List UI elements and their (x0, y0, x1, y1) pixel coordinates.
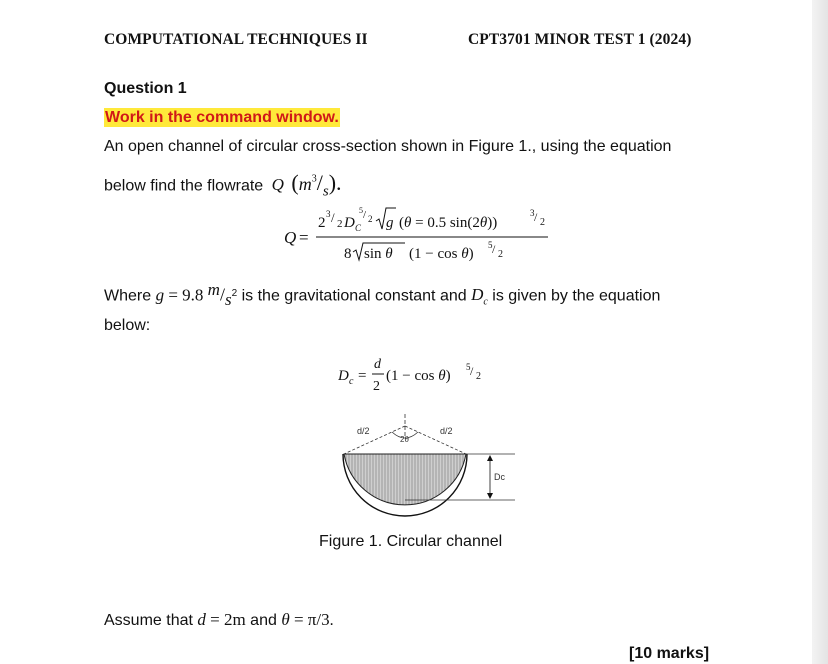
svg-text:2: 2 (337, 218, 343, 230)
svg-text:2: 2 (498, 249, 503, 260)
svg-text:8: 8 (344, 246, 352, 262)
intro-line-2-text: below find the flowrate (104, 177, 264, 195)
svg-text:2: 2 (476, 371, 481, 382)
figure-caption: Figure 1. Circular channel (319, 533, 503, 550)
svg-text:Q: Q (284, 228, 297, 247)
assume-and: and (250, 612, 277, 629)
svg-text:D: D (338, 368, 349, 384)
svg-text:(θ = 0.5 sin(2θ)): (θ = 0.5 sin(2θ)) (399, 215, 498, 231)
svg-text:(1 − cos θ): (1 − cos θ) (409, 246, 474, 262)
svg-text:g: g (386, 215, 394, 231)
label-left: d/2 (357, 426, 370, 436)
svg-text:2: 2 (373, 379, 380, 394)
where-rest: is the gravitational constant and (241, 287, 467, 305)
circular-channel-figure (330, 412, 530, 527)
label-angle: 2θ (400, 435, 409, 444)
theta-value: π/3 (307, 610, 330, 629)
svg-text:=: = (358, 368, 367, 384)
svg-text:sin θ: sin θ (364, 246, 393, 262)
svg-text:/: / (492, 242, 496, 256)
svg-text:D: D (344, 215, 355, 231)
svg-text:/: / (331, 210, 335, 225)
svg-text:5: 5 (466, 362, 471, 372)
flowrate-equation-svg (284, 202, 584, 264)
svg-text:3: 3 (530, 208, 535, 218)
g-value: 9.8 (182, 285, 204, 305)
dc-equation (338, 352, 508, 398)
svg-text:2: 2 (540, 217, 545, 228)
instruction-highlight: Work in the command window. (105, 109, 339, 126)
svg-text:=: = (299, 228, 309, 247)
svg-text:C: C (355, 223, 362, 233)
q-symbol: Q (271, 175, 284, 195)
intro-line-1: An open channel of circular cross-section shown in Figure 1., using the equation (104, 138, 672, 155)
marks-label: [10 marks] (629, 645, 710, 662)
question-title: Question 1 (104, 80, 187, 97)
svg-text:/: / (534, 210, 538, 224)
label-right: d/2 (440, 426, 453, 436)
course-title: COMPUTATIONAL TECHNIQUES II (104, 31, 368, 48)
label-depth: Dc (494, 472, 505, 482)
dc-equation-svg (338, 352, 508, 398)
assume-line: Assume that d = 2m and θ = π/3. (104, 610, 334, 629)
svg-text:d: d (374, 357, 381, 372)
svg-text:c: c (349, 376, 354, 387)
svg-text:5: 5 (488, 240, 493, 250)
svg-text:/: / (363, 209, 367, 221)
flow-units: $(m^3/_s)$. (291, 170, 342, 200)
circular-channel-svg (330, 412, 530, 527)
svg-text:5: 5 (359, 206, 363, 215)
svg-text:/: / (470, 364, 474, 378)
intro-line-2 (104, 170, 342, 202)
svg-text:3: 3 (326, 209, 331, 219)
flowrate-equation (284, 202, 584, 264)
where-word: Where (104, 287, 152, 305)
svg-text:2: 2 (318, 215, 326, 231)
test-title: CPT3701 MINOR TEST 1 (2024) (468, 31, 692, 48)
where-rest-2: is given by the equation (492, 287, 661, 305)
svg-text:2: 2 (368, 214, 373, 224)
svg-text:(1 − cos θ): (1 − cos θ) (386, 368, 451, 384)
page-edge-shadow (812, 0, 828, 664)
where-line: Where g = 9.8 $m/s^2$ is the gravitational constant and $D_c$ is given by the equation (104, 280, 661, 310)
assume-prefix: Assume that (104, 612, 193, 629)
below-text: below: (104, 317, 151, 334)
d-value: 2m (223, 610, 246, 629)
